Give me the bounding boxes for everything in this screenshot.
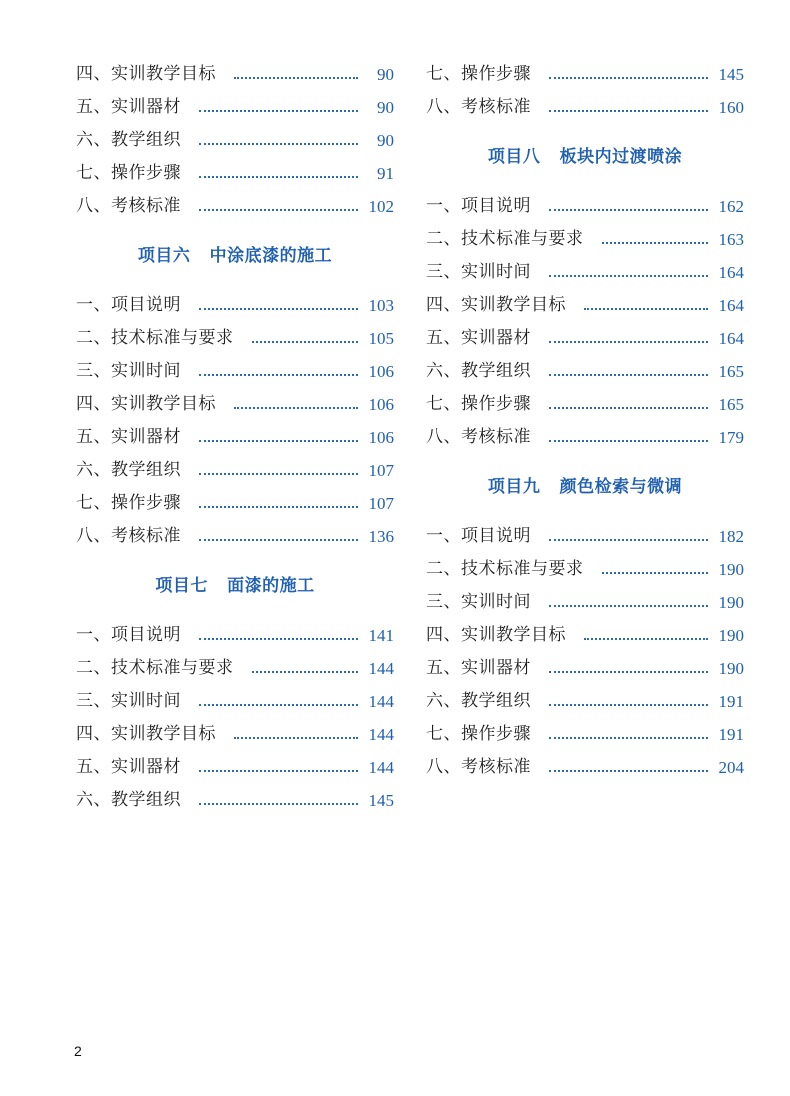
toc-entry-page: 144 <box>368 758 394 777</box>
toc-entry[interactable] <box>76 685 394 718</box>
dot-leader <box>199 704 358 706</box>
toc-right-column <box>426 58 744 784</box>
dot-leader <box>549 737 708 739</box>
toc-entry-label: 六、教学组织 <box>76 130 181 150</box>
toc-entry-label: 八、考核标准 <box>426 757 531 777</box>
dot-leader <box>549 209 708 211</box>
toc-entry-label: 一、项目说明 <box>426 526 531 546</box>
toc-entry-label: 六、教学组织 <box>426 691 531 711</box>
toc-entry[interactable] <box>426 751 744 784</box>
dot-leader <box>549 605 708 607</box>
dot-leader <box>199 539 358 541</box>
toc-entry[interactable] <box>426 58 744 91</box>
toc-entry-label: 一、项目说明 <box>76 295 181 315</box>
toc-entry-page: 145 <box>368 791 394 810</box>
toc-entry-label: 四、实训教学目标 <box>426 295 566 315</box>
dot-leader <box>584 638 708 640</box>
toc-entry[interactable] <box>76 388 394 421</box>
toc-entry-label: 六、教学组织 <box>76 460 181 480</box>
toc-entry-page: 204 <box>718 758 744 777</box>
toc-entry[interactable] <box>76 157 394 190</box>
toc-entry-label: 二、技术标准与要求 <box>426 229 584 249</box>
page-number: 2 <box>74 1043 82 1059</box>
toc-entry-page: 182 <box>718 527 744 546</box>
dot-leader <box>234 77 358 79</box>
toc-entry-label: 一、项目说明 <box>426 196 531 216</box>
toc-entry[interactable] <box>76 454 394 487</box>
toc-entry-label: 一、项目说明 <box>76 625 181 645</box>
toc-entry-page: 164 <box>718 263 744 282</box>
toc-entry-page: 164 <box>718 296 744 315</box>
toc-entry-page: 102 <box>368 197 394 216</box>
toc-entry[interactable] <box>76 619 394 652</box>
toc-entry-label: 五、实训器材 <box>426 328 531 348</box>
toc-entry-page: 160 <box>718 98 744 117</box>
toc-entry-page: 144 <box>368 692 394 711</box>
toc-entry-label: 八、考核标准 <box>76 526 181 546</box>
toc-entry[interactable] <box>76 751 394 784</box>
toc-entry[interactable] <box>426 685 744 718</box>
toc-entry-label: 五、实训器材 <box>76 757 181 777</box>
toc-entry-label: 七、操作步骤 <box>426 724 531 744</box>
toc-entry[interactable] <box>426 355 744 388</box>
toc-entry-page: 141 <box>368 626 394 645</box>
toc-entry-label: 二、技术标准与要求 <box>426 559 584 579</box>
dot-leader <box>549 275 708 277</box>
toc-entry-page: 105 <box>368 329 394 348</box>
dot-leader <box>549 374 708 376</box>
toc-entry-page: 144 <box>368 659 394 678</box>
toc-entry-label: 四、实训教学目标 <box>76 64 216 84</box>
toc-entry[interactable] <box>76 421 394 454</box>
toc-entry-page: 90 <box>377 98 394 117</box>
toc-entry[interactable] <box>426 91 744 124</box>
toc-group <box>76 619 394 817</box>
toc-left-column <box>76 58 394 817</box>
toc-entry-page: 163 <box>718 230 744 249</box>
dot-leader <box>549 440 708 442</box>
toc-entry-label: 三、实训时间 <box>76 361 181 381</box>
dot-leader <box>199 143 358 145</box>
toc-entry-page: 107 <box>368 494 394 513</box>
toc-entry-page: 190 <box>718 560 744 579</box>
toc-entry-label: 七、操作步骤 <box>426 394 531 414</box>
toc-entry-label: 五、实训器材 <box>76 427 181 447</box>
toc-entry[interactable] <box>426 718 744 751</box>
toc-entry-label: 四、实训教学目标 <box>76 394 216 414</box>
toc-entry[interactable] <box>76 91 394 124</box>
toc-entry-page: 103 <box>368 296 394 315</box>
toc-entry-label: 三、实训时间 <box>426 592 531 612</box>
toc-entry[interactable] <box>76 784 394 817</box>
toc-entry[interactable] <box>426 322 744 355</box>
toc-entry[interactable] <box>426 388 744 421</box>
toc-entry-label: 三、实训时间 <box>426 262 531 282</box>
toc-entry[interactable] <box>76 289 394 322</box>
dot-leader <box>199 506 358 508</box>
toc-entry[interactable] <box>76 58 394 91</box>
toc-entry-label: 八、考核标准 <box>76 196 181 216</box>
toc-entry-page: 107 <box>368 461 394 480</box>
section-heading-project-8: 项目八 板块内过渡喷涂 <box>487 147 683 167</box>
dot-leader <box>549 704 708 706</box>
toc-entry[interactable] <box>76 355 394 388</box>
dot-leader <box>549 110 708 112</box>
toc-entry-label: 六、教学组织 <box>76 790 181 810</box>
toc-entry-page: 145 <box>718 65 744 84</box>
toc-entry-page: 144 <box>368 725 394 744</box>
dot-leader <box>199 209 358 211</box>
toc-entry[interactable] <box>76 652 394 685</box>
dot-leader <box>602 572 709 574</box>
dot-leader <box>549 407 708 409</box>
dot-leader <box>199 308 358 310</box>
toc-group <box>426 520 744 784</box>
dot-leader <box>199 473 358 475</box>
toc-entry-label: 二、技术标准与要求 <box>76 328 234 348</box>
dot-leader <box>549 770 708 772</box>
toc-entry-label: 四、实训教学目标 <box>76 724 216 744</box>
toc-entry-label: 五、实训器材 <box>76 97 181 117</box>
toc-entry-page: 191 <box>718 692 744 711</box>
toc-entry-page: 191 <box>718 725 744 744</box>
toc-entry-label: 七、操作步骤 <box>76 493 181 513</box>
toc-entry-label: 二、技术标准与要求 <box>76 658 234 678</box>
toc-entry[interactable] <box>426 289 744 322</box>
toc-group <box>426 58 744 124</box>
dot-leader <box>199 803 358 805</box>
toc-entry-label: 三、实训时间 <box>76 691 181 711</box>
toc-entry[interactable] <box>426 190 744 223</box>
toc-entry[interactable] <box>76 190 394 223</box>
dot-leader <box>549 341 708 343</box>
toc-entry-label: 四、实训教学目标 <box>426 625 566 645</box>
toc-entry-page: 91 <box>377 164 394 183</box>
toc-entry-label: 七、操作步骤 <box>426 64 531 84</box>
toc-entry-page: 106 <box>368 428 394 447</box>
dot-leader <box>549 77 708 79</box>
toc-entry-page: 165 <box>718 362 744 381</box>
dot-leader <box>199 176 358 178</box>
toc-entry[interactable] <box>426 619 744 652</box>
dot-leader <box>602 242 709 244</box>
dot-leader <box>199 440 358 442</box>
toc-entry-page: 190 <box>718 659 744 678</box>
dot-leader <box>199 110 358 112</box>
dot-leader <box>252 671 359 673</box>
toc-entry[interactable] <box>76 487 394 520</box>
toc-entry-page: 190 <box>718 626 744 645</box>
toc-entry[interactable] <box>426 553 744 586</box>
toc-entry-page: 106 <box>368 395 394 414</box>
toc-entry-page: 179 <box>718 428 744 447</box>
dot-leader <box>199 638 358 640</box>
toc-entry-page: 165 <box>718 395 744 414</box>
dot-leader <box>199 770 358 772</box>
dot-leader <box>234 737 358 739</box>
toc-entry-label: 六、教学组织 <box>426 361 531 381</box>
toc-entry[interactable] <box>426 256 744 289</box>
toc-entry-label: 八、考核标准 <box>426 97 531 117</box>
toc-entry[interactable] <box>76 718 394 751</box>
toc-entry[interactable] <box>426 223 744 256</box>
toc-entry-page: 90 <box>377 65 394 84</box>
dot-leader <box>549 539 708 541</box>
toc-group <box>76 58 394 223</box>
dot-leader <box>234 407 358 409</box>
dot-leader <box>199 374 358 376</box>
toc-entry[interactable] <box>426 586 744 619</box>
toc-entry-page: 164 <box>718 329 744 348</box>
toc-entry-page: 162 <box>718 197 744 216</box>
toc-entry-page: 136 <box>368 527 394 546</box>
dot-leader <box>549 671 708 673</box>
toc-entry-page: 190 <box>718 593 744 612</box>
section-heading-project-9: 项目九 颜色检索与微调 <box>487 477 683 497</box>
toc-entry[interactable] <box>426 520 744 553</box>
toc-entry[interactable] <box>76 322 394 355</box>
toc-entry[interactable] <box>426 652 744 685</box>
toc-entry[interactable] <box>76 520 394 553</box>
toc-entry[interactable] <box>76 124 394 157</box>
toc-entry-page: 90 <box>377 131 394 150</box>
toc-group <box>76 289 394 553</box>
toc-entry-label: 七、操作步骤 <box>76 163 181 183</box>
section-heading-project-7: 项目七 面漆的施工 <box>155 576 315 596</box>
toc-entry-page: 106 <box>368 362 394 381</box>
section-heading-project-6: 项目六 中涂底漆的施工 <box>137 246 333 266</box>
toc-entry[interactable] <box>426 421 744 454</box>
toc-entry-label: 五、实训器材 <box>426 658 531 678</box>
toc-entry-label: 八、考核标准 <box>426 427 531 447</box>
toc-group <box>426 190 744 454</box>
dot-leader <box>584 308 708 310</box>
dot-leader <box>252 341 359 343</box>
